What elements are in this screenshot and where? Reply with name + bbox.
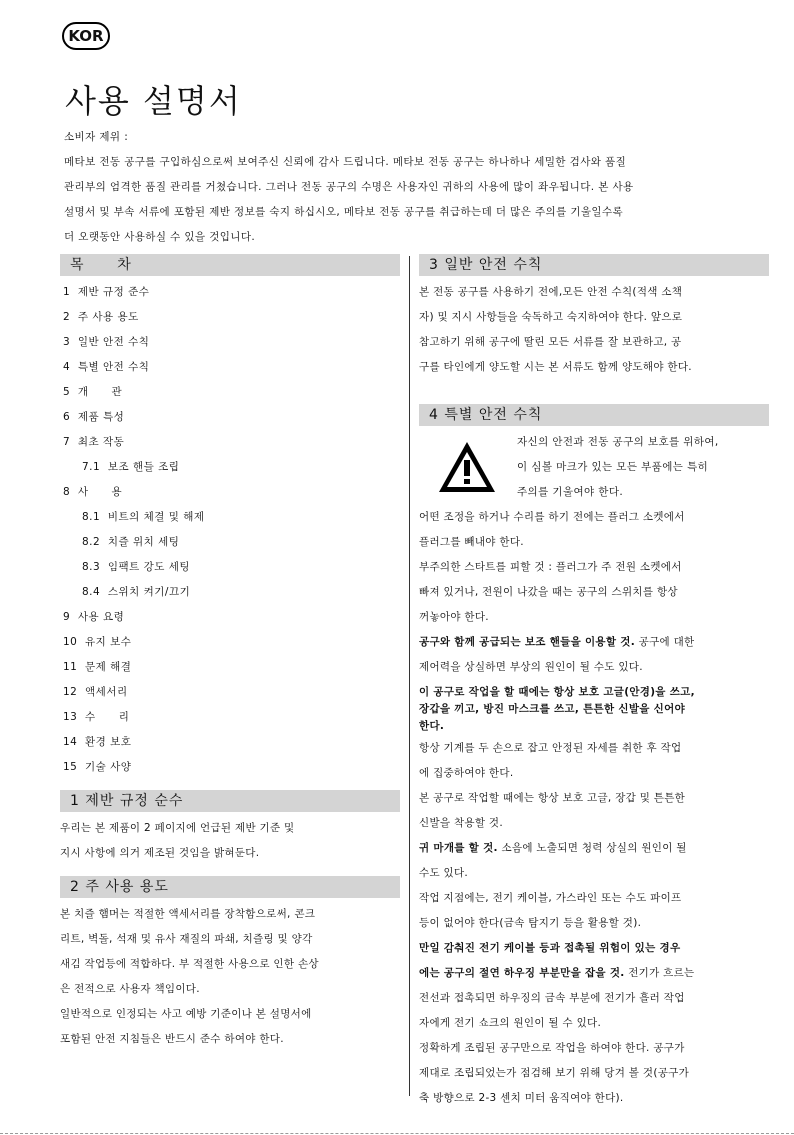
- warning-line: 이 심볼 마크가 있는 모든 부품에는 특히: [517, 461, 709, 473]
- section-4-line: 이 공구로 작업을 할 때에는 항상 보호 고글(안경)을 쓰고,: [419, 686, 695, 698]
- warning-block: [419, 434, 769, 509]
- section-2-line: 새김 작업등에 적합하다. 부 적절한 사용으로 인한 손상: [60, 958, 319, 970]
- toc-item: 5 개 관: [63, 386, 123, 398]
- section-4-line: 수도 있다.: [419, 867, 469, 879]
- instruction-text: 소음에 노출되면 청력 상실의 원인이 될: [497, 842, 687, 854]
- section-4-line: 만일 감춰진 전기 케이블 등과 접촉될 위험이 있는 경우: [419, 942, 681, 954]
- toc-item: 11 문제 해결: [63, 661, 132, 673]
- section-4-line: 플러그를 빼내야 한다.: [419, 536, 524, 548]
- section-4-line: 제어력을 상실하면 부상의 원인이 될 수도 있다.: [419, 661, 643, 673]
- intro-line: 소비자 제위 :: [64, 131, 129, 143]
- section-4-line: 자에게 전기 쇼크의 원인이 될 수 있다.: [419, 1017, 602, 1029]
- toc-item: 14 환경 보호: [63, 736, 132, 748]
- toc-item: 1 제반 규정 준수: [63, 286, 150, 298]
- intro-paragraph: [64, 131, 754, 256]
- toc-item: 6 제품 특성: [63, 411, 125, 423]
- toc-item: 3 일반 안전 수칙: [63, 336, 150, 348]
- toc-item: 8 사 용: [63, 486, 123, 498]
- section-1-line: 지시 사항에 의거 제조된 것임을 밝혀둔다.: [60, 847, 260, 859]
- section-1-line: 우리는 본 제품이 2 페이지에 언급된 제반 기준 및: [60, 822, 295, 834]
- language-badge: KOR: [62, 22, 110, 50]
- section-3-line: 구를 타인에게 양도할 시는 본 서류도 함께 양도해야 한다.: [419, 361, 692, 373]
- toc-item: 7 최초 작동: [63, 436, 125, 448]
- toc-item: 4 특별 안전 수칙: [63, 361, 150, 373]
- warning-line: 자신의 안전과 전동 공구의 보호를 위하여,: [517, 436, 719, 448]
- toc-header: 목 차: [60, 254, 400, 276]
- toc-item: 9 사용 요령: [63, 611, 125, 623]
- document-title: 사용 설명서: [65, 82, 242, 120]
- section-4-header: 4 특별 안전 수칙: [419, 404, 769, 426]
- toc-item: 13 수 리: [63, 711, 130, 723]
- toc-list: [60, 284, 400, 784]
- right-column: [419, 254, 769, 1115]
- toc-item: 8.2 치즐 위치 세팅: [82, 536, 180, 548]
- warning-triangle-icon: [437, 440, 497, 494]
- toc-item: 15 기술 사양: [63, 761, 132, 773]
- bottom-edge-line: [0, 1133, 794, 1134]
- section-2-line: 본 치즐 햄머는 적절한 액세서리를 장착함으로써, 콘크: [60, 908, 316, 920]
- section-4-line: 신발을 착용할 것.: [419, 817, 504, 829]
- intro-line: 더 오랫동안 사용하실 수 있을 것입니다.: [64, 231, 256, 243]
- left-column: [60, 254, 400, 1056]
- bold-instruction: 귀 마개를 할 것.: [419, 842, 498, 854]
- section-2-line: 은 전적으로 사용자 책임이다.: [60, 983, 200, 995]
- section-2-line: 리트, 벽돌, 석재 및 유사 재질의 파쇄, 치즐링 및 양각: [60, 933, 313, 945]
- section-4-line: 어떤 조정을 하거나 수리를 하기 전에는 플러그 소켓에서: [419, 511, 685, 523]
- section-4-line: 정확하게 조립된 공구만으로 작업을 하여야 한다. 공구가: [419, 1042, 685, 1054]
- toc-item: 7.1 보조 핸들 조립: [82, 461, 180, 473]
- section-4-line: 항상 기계를 두 손으로 잡고 안정된 자세를 취한 후 작업: [419, 742, 682, 754]
- section-4-line: 전선과 접촉되면 하우징의 금속 부분에 전기가 흘러 작업: [419, 992, 685, 1004]
- section-4-line: 등이 없어야 한다(금속 탐지기 등을 활용할 것).: [419, 917, 642, 929]
- section-4-line: 본 공구로 작업할 때에는 항상 보호 고글, 장갑 및 튼튼한: [419, 792, 686, 804]
- toc-item: 12 액세서리: [63, 686, 128, 698]
- intro-line: 메타보 전동 공구를 구입하심으로써 보여주신 신뢰에 감사 드립니다. 메타보 전동 공구는 하나하나 세밀한 검사와 품질: [64, 156, 627, 168]
- section-4-line: 부주의한 스타트를 피할 것 : 플러그가 주 전원 소켓에서: [419, 561, 682, 573]
- section-2-line: 일반적으로 인정되는 사고 예방 기준이나 본 설명서에: [60, 1008, 312, 1020]
- section-3-line: 자) 및 지시 사항들을 숙독하고 숙지하여야 한다. 앞으로: [419, 311, 683, 323]
- toc-item: 8.3 임팩트 강도 세팅: [82, 561, 191, 573]
- toc-item: 2 주 사용 용도: [63, 311, 139, 323]
- section-2-line: 포함된 안전 지침들은 반드시 준수 하여야 한다.: [60, 1033, 284, 1045]
- section-4-line: [419, 840, 769, 865]
- section-4-line: 한다.: [419, 720, 445, 732]
- bold-instruction: 에는 공구의 절연 하우징 부분만을 잡을 것.: [419, 967, 625, 979]
- section-3-header: 3 일반 안전 수칙: [419, 254, 769, 276]
- instruction-text: 공구에 대한: [635, 636, 695, 648]
- toc-item: 8.4 스위치 켜기/끄기: [82, 586, 191, 598]
- toc-item: 10 유지 보수: [63, 636, 132, 648]
- section-4-line: 제대로 조립되었는가 점검해 보기 위해 당겨 볼 것(공구가: [419, 1067, 690, 1079]
- intro-line: 관리부의 엄격한 품질 관리를 거쳤습니다. 그러나 전동 공구의 수명은 사용자인 귀하의 사용에 많이 좌우됩니다. 본 사용: [64, 181, 634, 193]
- column-divider: [409, 256, 410, 1096]
- section-3-line: 참고하기 위해 공구에 딸린 모든 서류를 잘 보관하고, 공: [419, 336, 682, 348]
- section-4-line: 작업 지점에는, 전기 케이블, 가스라인 또는 수도 파이프: [419, 892, 682, 904]
- intro-line: 설명서 및 부속 서류에 포함된 제반 정보를 숙지 하십시오, 메타보 전동 공구를 취급하는데 더 많은 주의를 기울일수록: [64, 206, 624, 218]
- toc-item: 8.1 비트의 체결 및 해제: [82, 511, 205, 523]
- section-4-line: [419, 634, 769, 659]
- section-3-line: 본 전동 공구를 사용하기 전에,모든 안전 수칙(적색 소책: [419, 286, 683, 298]
- section-1-header: 1 제반 규정 순수: [60, 790, 400, 812]
- section-4-line: 에 집중하여야 한다.: [419, 767, 514, 779]
- instruction-text: 전기가 흐르는: [624, 967, 695, 979]
- section-2-header: 2 주 사용 용도: [60, 876, 400, 898]
- section-4-line: [419, 965, 769, 990]
- warning-line: 주의를 기울여야 한다.: [517, 486, 624, 498]
- section-4-line: 빠져 있거나, 전원이 나갔을 때는 공구의 스위치를 항상: [419, 586, 678, 598]
- section-4-line: 꺼놓아야 한다.: [419, 611, 489, 623]
- bold-instruction: 공구와 함께 공급되는 보조 핸들을 이용할 것.: [419, 636, 635, 648]
- section-4-line: 축 방향으로 2-3 센치 미터 움직여야 한다).: [419, 1092, 624, 1104]
- section-4-line: 장갑을 끼고, 방진 마스크를 쓰고, 튼튼한 신발을 신어야: [419, 703, 686, 715]
